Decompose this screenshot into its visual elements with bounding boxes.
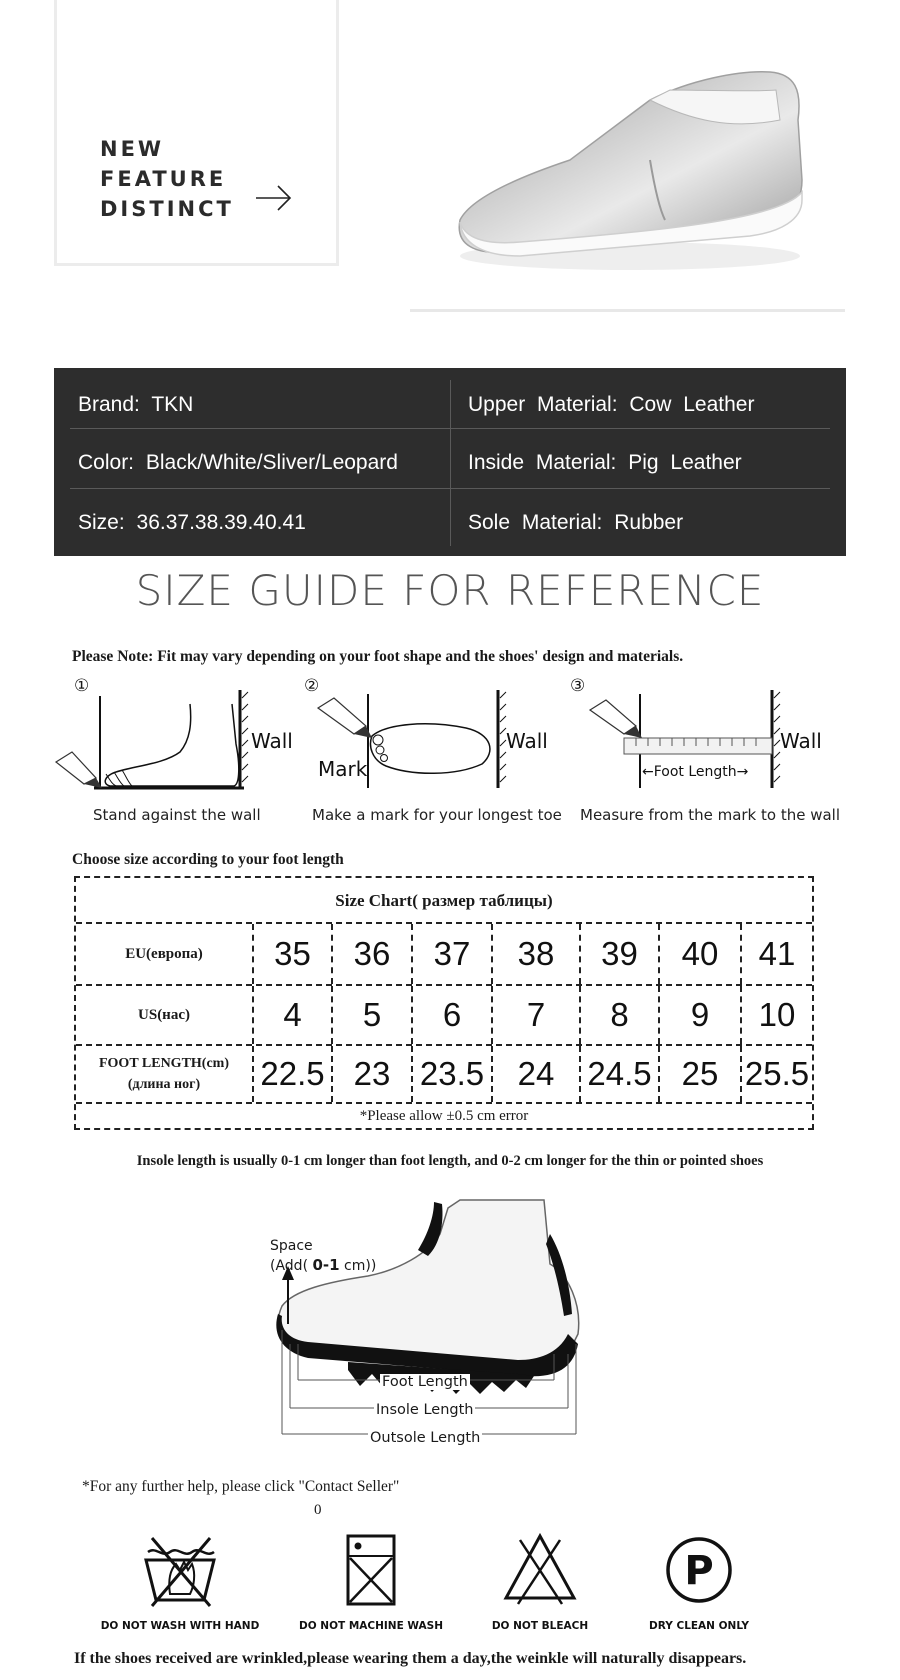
spec-size: Size: 36.37.38.39.40.41 xyxy=(78,511,306,534)
us-size-cell: 7 xyxy=(493,986,581,1044)
spec-row xyxy=(70,488,830,548)
eu-size-cell: 38 xyxy=(493,924,581,984)
us-size-cell: 6 xyxy=(413,986,493,1044)
us-size-cell: 8 xyxy=(581,986,660,1044)
banner-line-1: NEW xyxy=(100,137,165,161)
eu-row-header: EU(европа) xyxy=(76,924,254,984)
eu-size-cell: 37 xyxy=(413,924,493,984)
foot-length-cell: 22.5 xyxy=(254,1046,333,1102)
eu-size-cell: 41 xyxy=(758,935,796,972)
care-item xyxy=(609,1530,789,1610)
step-3-caption: Measure from the mark to the wall xyxy=(580,806,841,824)
foot-length-header-line-2: (длина ног) xyxy=(127,1077,201,1092)
step-2-mark-label: Mark xyxy=(318,757,368,781)
foot-length-label: Foot Length xyxy=(382,1374,468,1390)
outsole-length-label: Outsole Length xyxy=(370,1430,481,1446)
contact-seller-note: *For any further help, please click "Contact Seller" xyxy=(82,1478,400,1495)
eu-size-cell: 40 xyxy=(660,924,742,984)
banner-underline xyxy=(410,309,845,312)
us-row-header: US(нас) xyxy=(76,986,254,1044)
us-size-cell: 10 xyxy=(758,996,796,1033)
step-1-wall-label: Wall xyxy=(251,729,293,753)
us-size-cell: 5 xyxy=(333,986,413,1044)
fit-note: Please Note: Fit may vary depending on your foot shape and the shoes' design and materials. xyxy=(72,648,684,665)
space-add-note xyxy=(270,1256,376,1276)
hand-wash-crossed-icon xyxy=(140,1530,220,1610)
spec-color: Color: Black/White/Sliver/Leopard xyxy=(78,451,398,474)
mark-longest-toe-illustration xyxy=(316,684,566,794)
pencil-icon xyxy=(590,700,642,738)
space-title: Space xyxy=(270,1238,313,1254)
care-item xyxy=(281,1530,461,1610)
foot-length-cell: 23 xyxy=(333,1046,413,1102)
insole-length-label: Insole Length xyxy=(376,1402,474,1418)
care-label-hand-wash: DO NOT WASH WITH HAND xyxy=(100,1620,260,1632)
step-3-foot-length-label: ←Foot Length→ xyxy=(642,764,749,780)
care-label-bleach: DO NOT BLEACH xyxy=(491,1620,589,1632)
care-item xyxy=(450,1530,630,1610)
table-row xyxy=(76,986,812,1046)
spec-row xyxy=(70,428,830,488)
size-chart-footnote: *Please allow ±0.5 cm error xyxy=(359,1108,529,1124)
care-item xyxy=(90,1530,270,1610)
foot-length-row-header xyxy=(76,1046,254,1102)
size-chart-title: Size Chart( размер таблицы) xyxy=(76,878,812,924)
machine-wash-crossed-icon xyxy=(331,1530,411,1610)
wrinkle-note: If the shoes received are wrinkled,please wearing them a day,the weinkle will naturally disappears. xyxy=(74,1650,747,1667)
stray-zero-text: 0 xyxy=(314,1502,322,1518)
size-chart-table xyxy=(74,876,814,1130)
table-row xyxy=(76,1046,812,1104)
space-add-prefix: (Add( xyxy=(270,1258,313,1274)
foot-length-cell: 23.5 xyxy=(413,1046,493,1102)
step-3-wall-label: Wall xyxy=(780,729,822,753)
table-row xyxy=(76,924,812,986)
space-label xyxy=(270,1237,376,1276)
step-2-caption: Make a mark for your longest toe xyxy=(312,806,562,824)
space-add-value: 0-1 xyxy=(312,1256,340,1274)
banner-line-3: DISTINCT xyxy=(100,197,234,221)
step-1-caption: Stand against the wall xyxy=(93,806,261,824)
spec-brand: Brand: TKN xyxy=(78,393,194,416)
spec-table xyxy=(54,368,846,556)
measure-foot-length-illustration xyxy=(588,684,828,794)
us-size-cell: 9 xyxy=(660,986,742,1044)
eu-size-cell: 39 xyxy=(581,924,660,984)
space-add-suffix: cm)) xyxy=(339,1258,377,1274)
foot-length-cell: 25.5 xyxy=(744,1055,810,1092)
spec-row xyxy=(70,368,830,428)
banner-frame xyxy=(54,0,339,266)
svg-text:P: P xyxy=(684,1548,714,1594)
banner-line-2: FEATURE xyxy=(100,167,227,191)
foot-length-cell: 25 xyxy=(660,1046,742,1102)
foot-length-cell: 24.5 xyxy=(581,1046,660,1102)
bleach-crossed-icon xyxy=(500,1530,580,1610)
insole-length-note: Insole length is usually 0-1 cm longer than foot length, and 0-2 cm longer for the thin or pointed shoes xyxy=(136,1153,764,1169)
spec-inside-material: Inside Material: Pig Leather xyxy=(468,451,742,474)
arrow-right-icon xyxy=(254,183,294,213)
spec-upper-material: Upper Material: Cow Leather xyxy=(468,393,755,416)
pencil-icon xyxy=(318,698,372,738)
spec-sole-material: Sole Material: Rubber xyxy=(468,511,684,534)
step-2-number: ② xyxy=(304,676,320,696)
care-label-machine-wash: DO NOT MACHINE WASH xyxy=(298,1620,443,1632)
foot-length-cell: 24 xyxy=(493,1046,581,1102)
stand-against-wall-illustration xyxy=(54,684,294,794)
silver-slip-on-shoe-image xyxy=(450,60,810,290)
step-3-number: ③ xyxy=(570,676,586,696)
eu-size-cell: 36 xyxy=(333,924,413,984)
step-1-number: ① xyxy=(74,676,90,696)
eu-size-cell: 35 xyxy=(254,924,333,984)
foot-length-header-line-1: FOOT LENGTH(cm) xyxy=(98,1056,230,1071)
pencil-icon xyxy=(56,752,102,788)
care-label-dry-clean: DRY CLEAN ONLY xyxy=(649,1620,749,1632)
choose-size-instruction: Choose size according to your foot length xyxy=(72,851,344,868)
step-2-wall-label: Wall xyxy=(506,729,548,753)
size-guide-title: SIZE GUIDE FOR REFERENCE xyxy=(135,566,765,615)
banner-headline xyxy=(100,134,234,224)
us-size-cell: 4 xyxy=(254,986,333,1044)
dry-clean-p-icon xyxy=(659,1530,739,1610)
